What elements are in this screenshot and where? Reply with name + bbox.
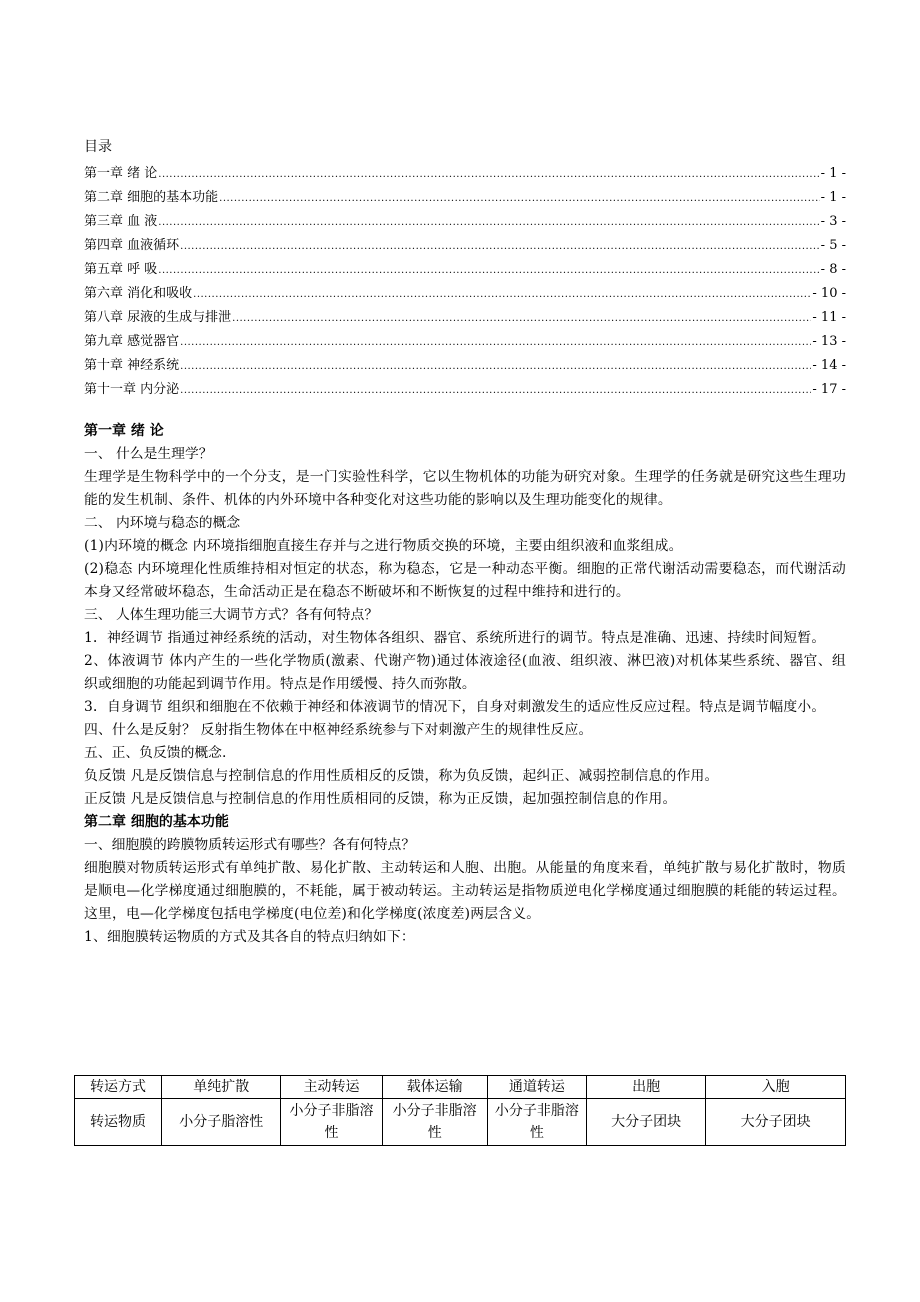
toc-title: 目录 [84,139,112,155]
toc-entry-page: - 17 - [812,382,846,397]
table-cell: 大分子团块 [706,1099,846,1146]
toc-leader-dots [219,186,820,211]
ch1-question-2: 二、 内环境与稳态的概念 [84,515,241,531]
ch1-question-3: 三、 人体生理功能三大调节方式？各有何特点？ [84,607,379,623]
toc-entry-label: 第六章 消化和吸收 [84,286,193,301]
document-page [84,138,846,949]
table-cell: 小分子非脂溶性 [281,1099,382,1146]
toc-entry-label: 第十章 神经系统 [84,358,180,373]
toc-entry-label: 第十一章 内分泌 [84,382,180,397]
toc-entry-page: - 5 - [820,238,846,253]
toc-list [84,162,846,402]
ch1-question-5: 五、正、负反馈的概念. [84,745,227,761]
toc-entry[interactable] [84,354,846,378]
toc-leader-dots [158,162,819,187]
table-cell: 小分子非脂溶性 [487,1099,586,1146]
toc-entry-page: - 1 - [820,190,846,205]
toc-entry[interactable] [84,282,846,306]
toc-entry-page: - 8 - [820,262,846,277]
ch2-question-1: 一、细胞膜的跨膜物质转运形式有哪些？各有何特点？ [84,837,416,853]
toc-entry-label: 第九章 感觉器官 [84,334,180,349]
ch1-paragraph-1: 生理学是生物科学中的一个分支，是一门实验性科学，它以生物机体的功能为研究对象。生理学的任务就是研究这些生理功能的发生机制、条件、机体的内外环境中各种变化对这些功能的影响以及生理功能变化的规律。 [84,469,846,508]
table-cell: 大分子团块 [586,1099,705,1146]
toc-entry-page: - 13 - [812,334,846,349]
ch1-paragraph-3c: 3．自身调节 组织和细胞在不依赖于神经和体液调节的情况下，自身对刺激发生的适应性反应过程。特点是调节幅度小。 [84,699,826,715]
toc-leader-dots [180,234,820,259]
ch1-question-1: 一、 什么是生理学？ [84,446,213,462]
table-header-row [75,1076,846,1099]
table-cell: 转运物质 [75,1099,162,1146]
toc-entry-label: 第三章 血 液 [84,214,158,229]
toc-leader-dots [180,378,811,403]
ch1-paragraph-3b: 2、体液调节 体内产生的一些化学物质(激素、代谢产物)通过体液途径(血液、组织液、淋巴液)对机体某些系统、器官、组织或细胞的功能起到调节作用。特点是作用缓慢、持久而弥散。 [84,653,846,692]
ch1-paragraph-4: 四、什么是反射？ 反射指生物体在中枢神经系统参与下对刺激产生的规律性反应。 [84,722,593,738]
table-header-cell: 通道转运 [487,1076,586,1099]
toc-entry[interactable] [84,234,846,258]
table-row [75,1099,846,1146]
ch1-paragraph-5b: 正反馈 凡是反馈信息与控制信息的作用性质相同的反馈，称为正反馈，起加强控制信息的作用。 [84,791,677,807]
table-header-cell: 入胞 [706,1076,846,1099]
toc-entry-label: 第五章 呼 吸 [84,262,158,277]
section-gap [84,402,846,420]
chapter-2-heading: 第二章 细胞的基本功能 [84,814,229,830]
toc-entry-label: 第二章 细胞的基本功能 [84,190,219,205]
table-header-cell: 主动转运 [281,1076,382,1099]
toc-entry-page: - 3 - [820,214,846,229]
ch1-paragraph-3a: 1．神经调节 指通过神经系统的活动，对生物体各组织、器官、系统所进行的调节。特点是准确、迅速、持续时间短暂。 [84,630,826,646]
toc-leader-dots [180,354,811,379]
toc-leader-dots [180,330,811,355]
toc-entry-page: - 10 - [812,286,846,301]
toc-entry-label: 第四章 血液循环 [84,238,180,253]
table-header-cell: 单纯扩散 [162,1076,281,1099]
toc-entry[interactable] [84,210,846,234]
toc-leader-dots [158,258,819,283]
ch1-paragraph-5a: 负反馈 凡是反馈信息与控制信息的作用性质相反的反馈，称为负反馈，起纠正、减弱控制信息的作用。 [84,768,719,784]
toc-entry-page: - 11 - [812,310,846,325]
toc-entry[interactable] [84,378,846,402]
toc-entry-page: - 14 - [812,358,846,373]
table-header-cell: 转运方式 [75,1076,162,1099]
ch1-paragraph-2a: (1)内环境的概念 内环境指细胞直接生存并与之进行物质交换的环境，主要由组织液和血浆组成。 [84,538,683,554]
toc-entry[interactable] [84,258,846,282]
transport-table [74,1075,846,1146]
chapter-1-heading: 第一章 绪 论 [84,423,164,439]
table-header-cell: 载体运输 [382,1076,487,1099]
toc-entry-label: 第八章 尿液的生成与排泄 [84,310,232,325]
table-cell: 小分子脂溶性 [162,1099,281,1146]
toc-entry-label: 第一章 绪 论 [84,166,158,181]
toc-entry[interactable] [84,162,846,186]
toc-entry[interactable] [84,306,846,330]
ch1-paragraph-2b: (2)稳态 内环境理化性质维持相对恒定的状态，称为稳态，它是一种动态平衡。细胞的正常代谢活动需要稳态，而代谢活动本身又经常破坏稳态，生命活动正是在稳态不断破坏和不断恢复的过程中维持和进行的。 [84,561,846,600]
toc-leader-dots [158,210,819,235]
ch2-paragraph-1: 细胞膜对物质转运形式有单纯扩散、易化扩散、主动转运和人胞、出胞。从能量的角度来看，单纯扩散与易化扩散时，物质是顺电—化学梯度通过细胞膜的，不耗能，属于被动转运。主动转运是指物质逆电化学梯度通过细胞膜的耗能的转运过程。这里，电—化学梯度包括电学梯度(电位差)和化学梯度(浓度差)两层含义。 [84,860,846,922]
toc-entry-page: - 1 - [820,166,846,181]
toc-entry[interactable] [84,186,846,210]
table-cell: 小分子非脂溶性 [382,1099,487,1146]
table-header-cell: 出胞 [586,1076,705,1099]
toc-entry[interactable] [84,330,846,354]
toc-leader-dots [232,306,811,331]
toc-leader-dots [193,282,811,307]
ch2-paragraph-2: 1、细胞膜转运物质的方式及其各自的特点归纳如下： [84,929,415,945]
